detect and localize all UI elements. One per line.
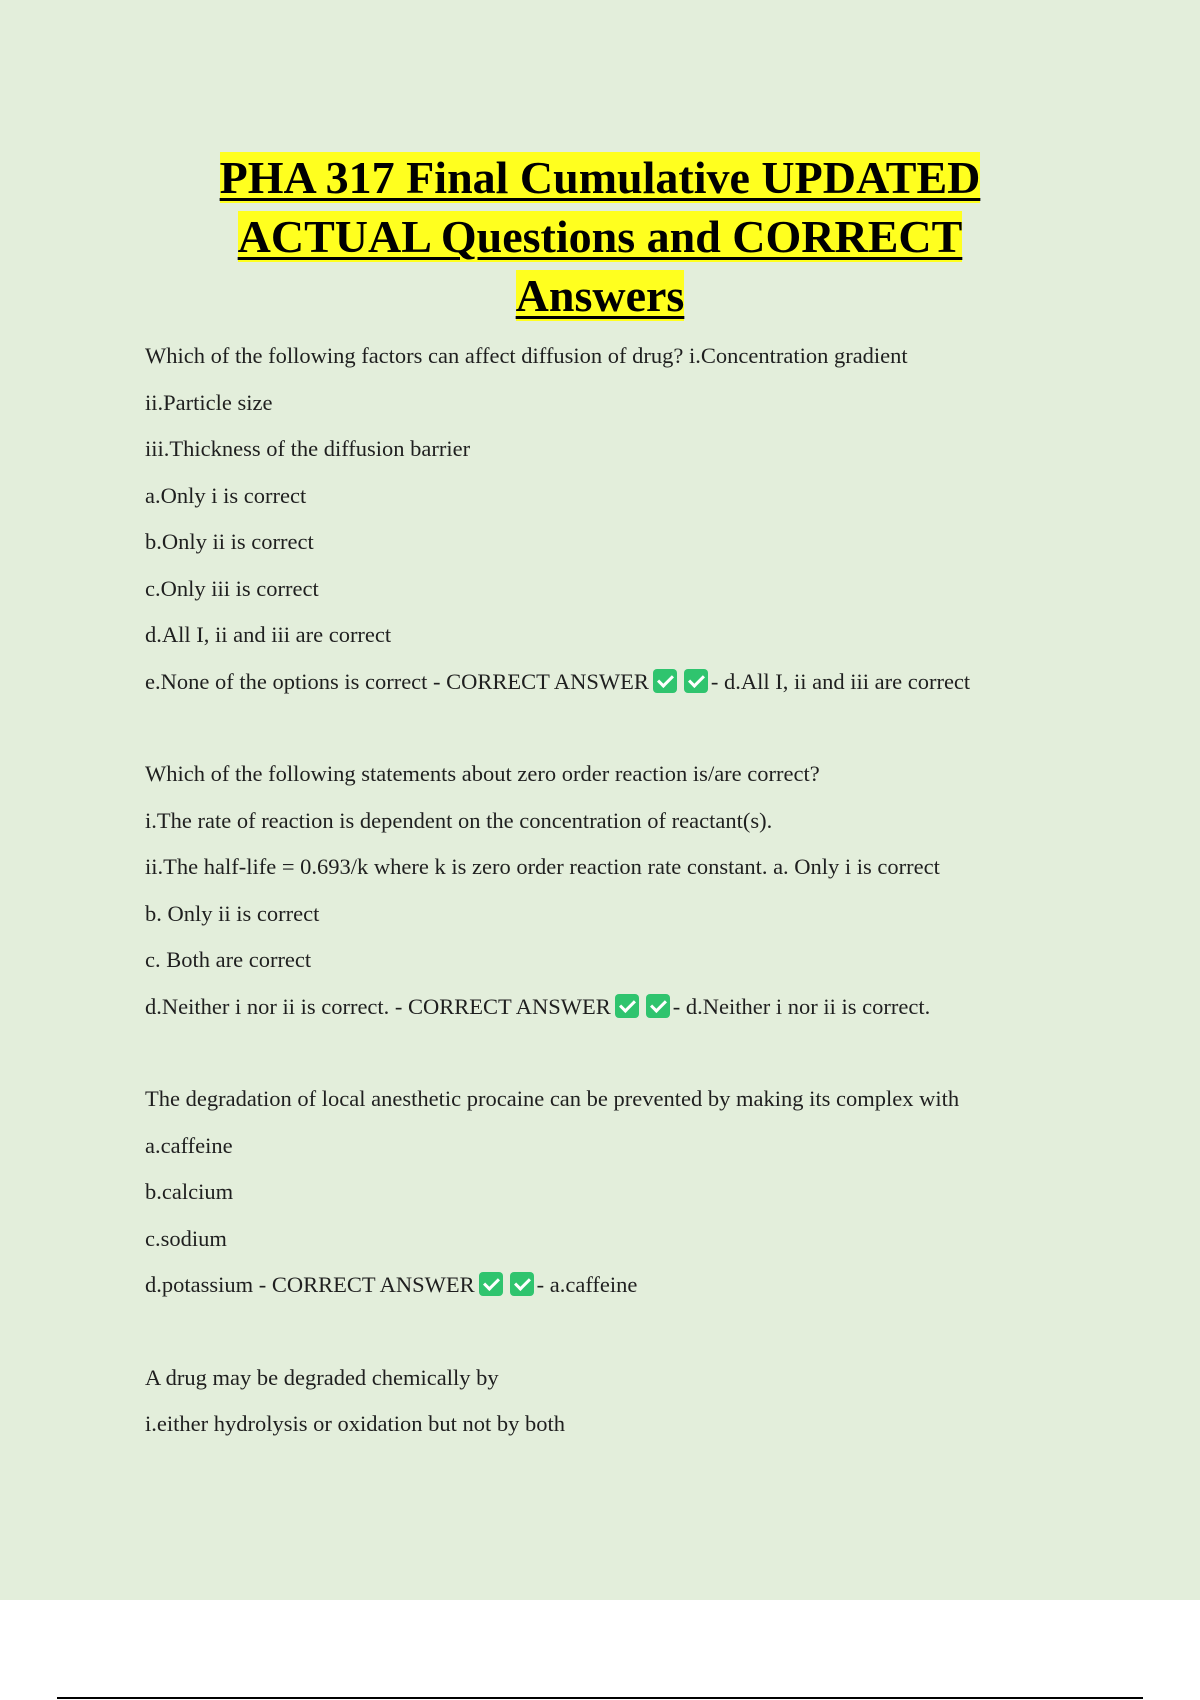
question-3-answer: - a.caffeine (536, 1272, 638, 1297)
spacer (145, 1314, 1105, 1360)
spacer (145, 710, 1105, 756)
document-title (0, 148, 1200, 325)
question-block-1 (145, 338, 1105, 710)
question-1-option: b.Only ii is correct (145, 529, 314, 554)
question-2-line: ii.The half-life = 0.693/k where k is zero order reaction rate constant. a. Only i is correct (145, 854, 940, 879)
title-line-2: ACTUAL Questions and CORRECT (237, 211, 963, 262)
check-mark-icon (684, 669, 708, 693)
question-block-3 (145, 1081, 1105, 1314)
question-2-stem: Which of the following statements about zero order reaction is/are correct? (145, 761, 820, 786)
title-line-3: Answers (515, 270, 685, 321)
question-3-last-option: d.potassium - CORRECT ANSWER (145, 1272, 475, 1297)
question-4-stem: A drug may be degraded chemically by (145, 1364, 499, 1390)
question-2-last-option: d.Neither i nor ii is correct. - CORRECT ANSWER (145, 993, 611, 1019)
question-2-answer: - d.Neither i nor ii is correct. (672, 993, 931, 1019)
question-2-option: c. Both are correct (145, 947, 312, 972)
question-3-option: a.caffeine (145, 1132, 233, 1158)
check-mark-icon (646, 994, 670, 1018)
question-1-answer-line (145, 664, 1105, 711)
question-1-option: c.Only iii is correct (145, 575, 319, 601)
check-mark-icon (653, 669, 677, 693)
document-body (145, 338, 1105, 1453)
title-line-1: PHA 317 Final Cumulative UPDATED (219, 152, 981, 203)
question-2-option: b. Only ii is correct (145, 900, 320, 926)
check-mark-icon (510, 1272, 534, 1296)
question-1-stem: Which of the following factors can affect diffusion of drug? i.Concentration gradient (145, 343, 908, 368)
question-3-answer-line (145, 1267, 1105, 1314)
question-4-line: i.either hydrolysis or oxidation but not by both (145, 1411, 565, 1436)
question-block-2 (145, 756, 1105, 1035)
question-1-option: d.All I, ii and iii are correct (145, 622, 392, 647)
question-3-option: c.sodium (145, 1225, 227, 1251)
question-1-answer: - d.All I, ii and iii are correct (710, 668, 971, 694)
check-mark-icon (479, 1272, 503, 1296)
question-1-last-option: e.None of the options is correct - CORRECT ANSWER (145, 668, 649, 694)
spacer (145, 1035, 1105, 1081)
question-block-4 (145, 1360, 1105, 1453)
question-3-option: b.calcium (145, 1179, 234, 1204)
footer-divider (57, 1697, 1143, 1699)
question-1-option: a.Only i is correct (145, 482, 307, 508)
check-mark-icon (615, 994, 639, 1018)
question-1-line: ii.Particle size (145, 389, 273, 415)
question-2-line: i.The rate of reaction is dependent on the concentration of reactant(s). (145, 807, 773, 833)
question-3-stem: The degradation of local anesthetic procaine can be prevented by making its complex with (145, 1086, 960, 1111)
question-1-line: iii.Thickness of the diffusion barrier (145, 436, 471, 461)
question-2-answer-line (145, 989, 1105, 1036)
